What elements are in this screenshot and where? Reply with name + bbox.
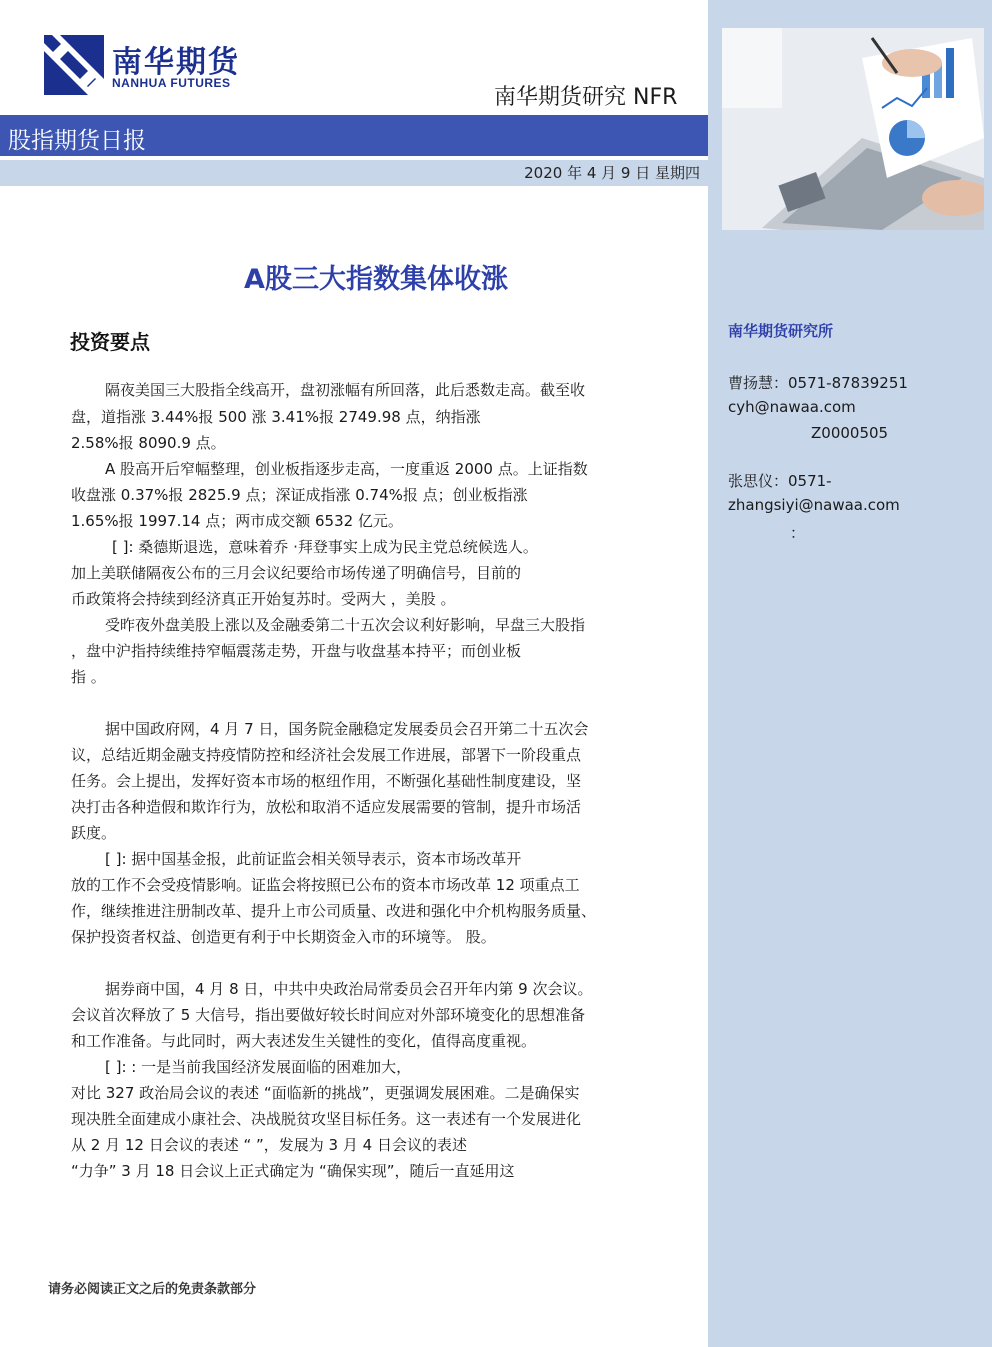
report-title: A股三大指数集体收涨 xyxy=(244,264,508,295)
body-line: 指 。 xyxy=(71,668,106,686)
body-line: 对比 327 政治局会议的表述 “面临新的挑战”，更强调发展困难。二是确保实 xyxy=(71,1084,580,1102)
analyst2-contact: 张思仪：0571- xyxy=(728,472,832,490)
company-logo xyxy=(42,33,282,97)
report-type-label: 股指期货日报 xyxy=(8,128,146,154)
body-line: 币政策将会持续到经济真正开始复苏时。受两大 ，美股 。 xyxy=(71,590,456,608)
body-line: 会议首次释放了 5 大信号，指出要做好较长时间应对外部环境变化的思想准备 xyxy=(71,1006,586,1024)
analyst1-email: cyh@nawaa.com xyxy=(728,398,856,416)
logo-text-cn: 南华期货 xyxy=(112,45,240,80)
body-line: [ ]: 据中国基金报，此前证监会相关领导表示，资本市场改革开 xyxy=(105,850,522,868)
body-line: 任务。会上提出，发挥好资本市场的枢纽作用，不断强化基础性制度建设，坚 xyxy=(71,772,582,790)
body-line: 议，总结近期金融支持疫情防控和经济社会发展工作进展，部署下一阶段重点 xyxy=(71,746,582,764)
analyst1-contact: 曹扬慧：0571-87839251 xyxy=(728,374,908,392)
research-tag: 南华期货研究 NFR xyxy=(494,85,678,110)
disclaimer-footer: 请务必阅读正文之后的免责条款部分 xyxy=(48,1282,257,1297)
nanhua-logo-icon xyxy=(42,33,106,97)
body-line: 现决胜全面建成小康社会、决战脱贫攻坚目标任务。这一表述有一个发展进化 xyxy=(71,1110,582,1128)
body-line: 决打击各种造假和欺诈行为，放松和取消不适应发展需要的管制，提升市场活 xyxy=(71,798,582,816)
body-line: A 股高开后窄幅整理，创业板指逐步走高，一度重返 2000 点。上证指数 xyxy=(105,460,588,478)
body-line: 2.58%报 8090.9 点。 xyxy=(71,434,226,452)
body-line: 据券商中国，4 月 8 日，中共中央政治局常委员会召开年内第 9 次会议。 xyxy=(105,980,593,998)
body-line: 从 2 月 12 日会议的表述 “ ”，发展为 3 月 4 日会议的表述 xyxy=(71,1136,467,1154)
body-line: 保护投资者权益、创造更有利于中长期资金入市的环境等。 股。 xyxy=(71,928,496,946)
body-line: 加上美联储隔夜公布的三月会议纪要给市场传递了明确信号，目前的 xyxy=(71,564,522,582)
body-line: [ ]: 桑德斯退选，意味着乔 ·拜登事实上成为民主党总统候选人。 xyxy=(112,538,538,556)
body-line: 和工作准备。与此同时，两大表述发生关键性的变化，值得高度重视。 xyxy=(71,1032,537,1050)
body-line: ，盘中沪指持续维持窄幅震荡走势，开盘与收盘基本持平；而创业板 xyxy=(71,642,522,660)
logo-text-en: NANHUA FUTURES xyxy=(112,76,231,90)
date-bar xyxy=(0,160,708,186)
body-line: 跃度。 xyxy=(71,824,117,842)
body-line: 隔夜美国三大股指全线高开，盘初涨幅有所回落，此后悉数走高。截至收 xyxy=(105,381,586,399)
body-line: 受昨夜外盘美股上涨以及金融委第二十五次会议利好影响，早盘三大股指 xyxy=(105,616,586,634)
sidebar-institute: 南华期货研究所 xyxy=(728,322,834,340)
body-line: 1.65%报 1997.14 点；两市成交额 6532 亿元。 xyxy=(71,512,403,530)
section-heading: 投资要点 xyxy=(70,330,150,354)
analyst1-cert: Z0000505 xyxy=(811,424,889,442)
body-line: [ ]: : 一是当前我国经济发展面临的困难加大， xyxy=(105,1058,412,1076)
analyst2-email: zhangsiyi@nawaa.com xyxy=(728,496,900,514)
body-line: 作，继续推进注册制改革、提升上市公司质量、改进和强化中介机构服务质量、 xyxy=(71,902,597,920)
office-photo-illustration xyxy=(722,28,984,230)
body-line: 盘，道指涨 3.44%报 500 涨 3.41%报 2749.98 点，纳指涨 xyxy=(71,408,481,426)
report-date: 2020 年 4 月 9 日 星期四 xyxy=(524,164,700,182)
body-line: “力争” 3 月 18 日会议上正式确定为 “确保实现”，随后一直延用这 xyxy=(71,1162,515,1180)
header-photo xyxy=(722,28,984,230)
analyst2-extra: ： xyxy=(790,524,806,542)
body-line: 收盘涨 0.37%报 2825.9 点；深证成指涨 0.74%报 点；创业板指涨 xyxy=(71,486,528,504)
body-line: 放的工作不会受疫情影响。证监会将按照已公布的资本市场改革 12 项重点工 xyxy=(71,876,580,894)
body-line: 据中国政府网，4 月 7 日，国务院金融稳定发展委员会召开第二十五次会 xyxy=(105,720,589,738)
report-type-bar xyxy=(0,115,708,156)
